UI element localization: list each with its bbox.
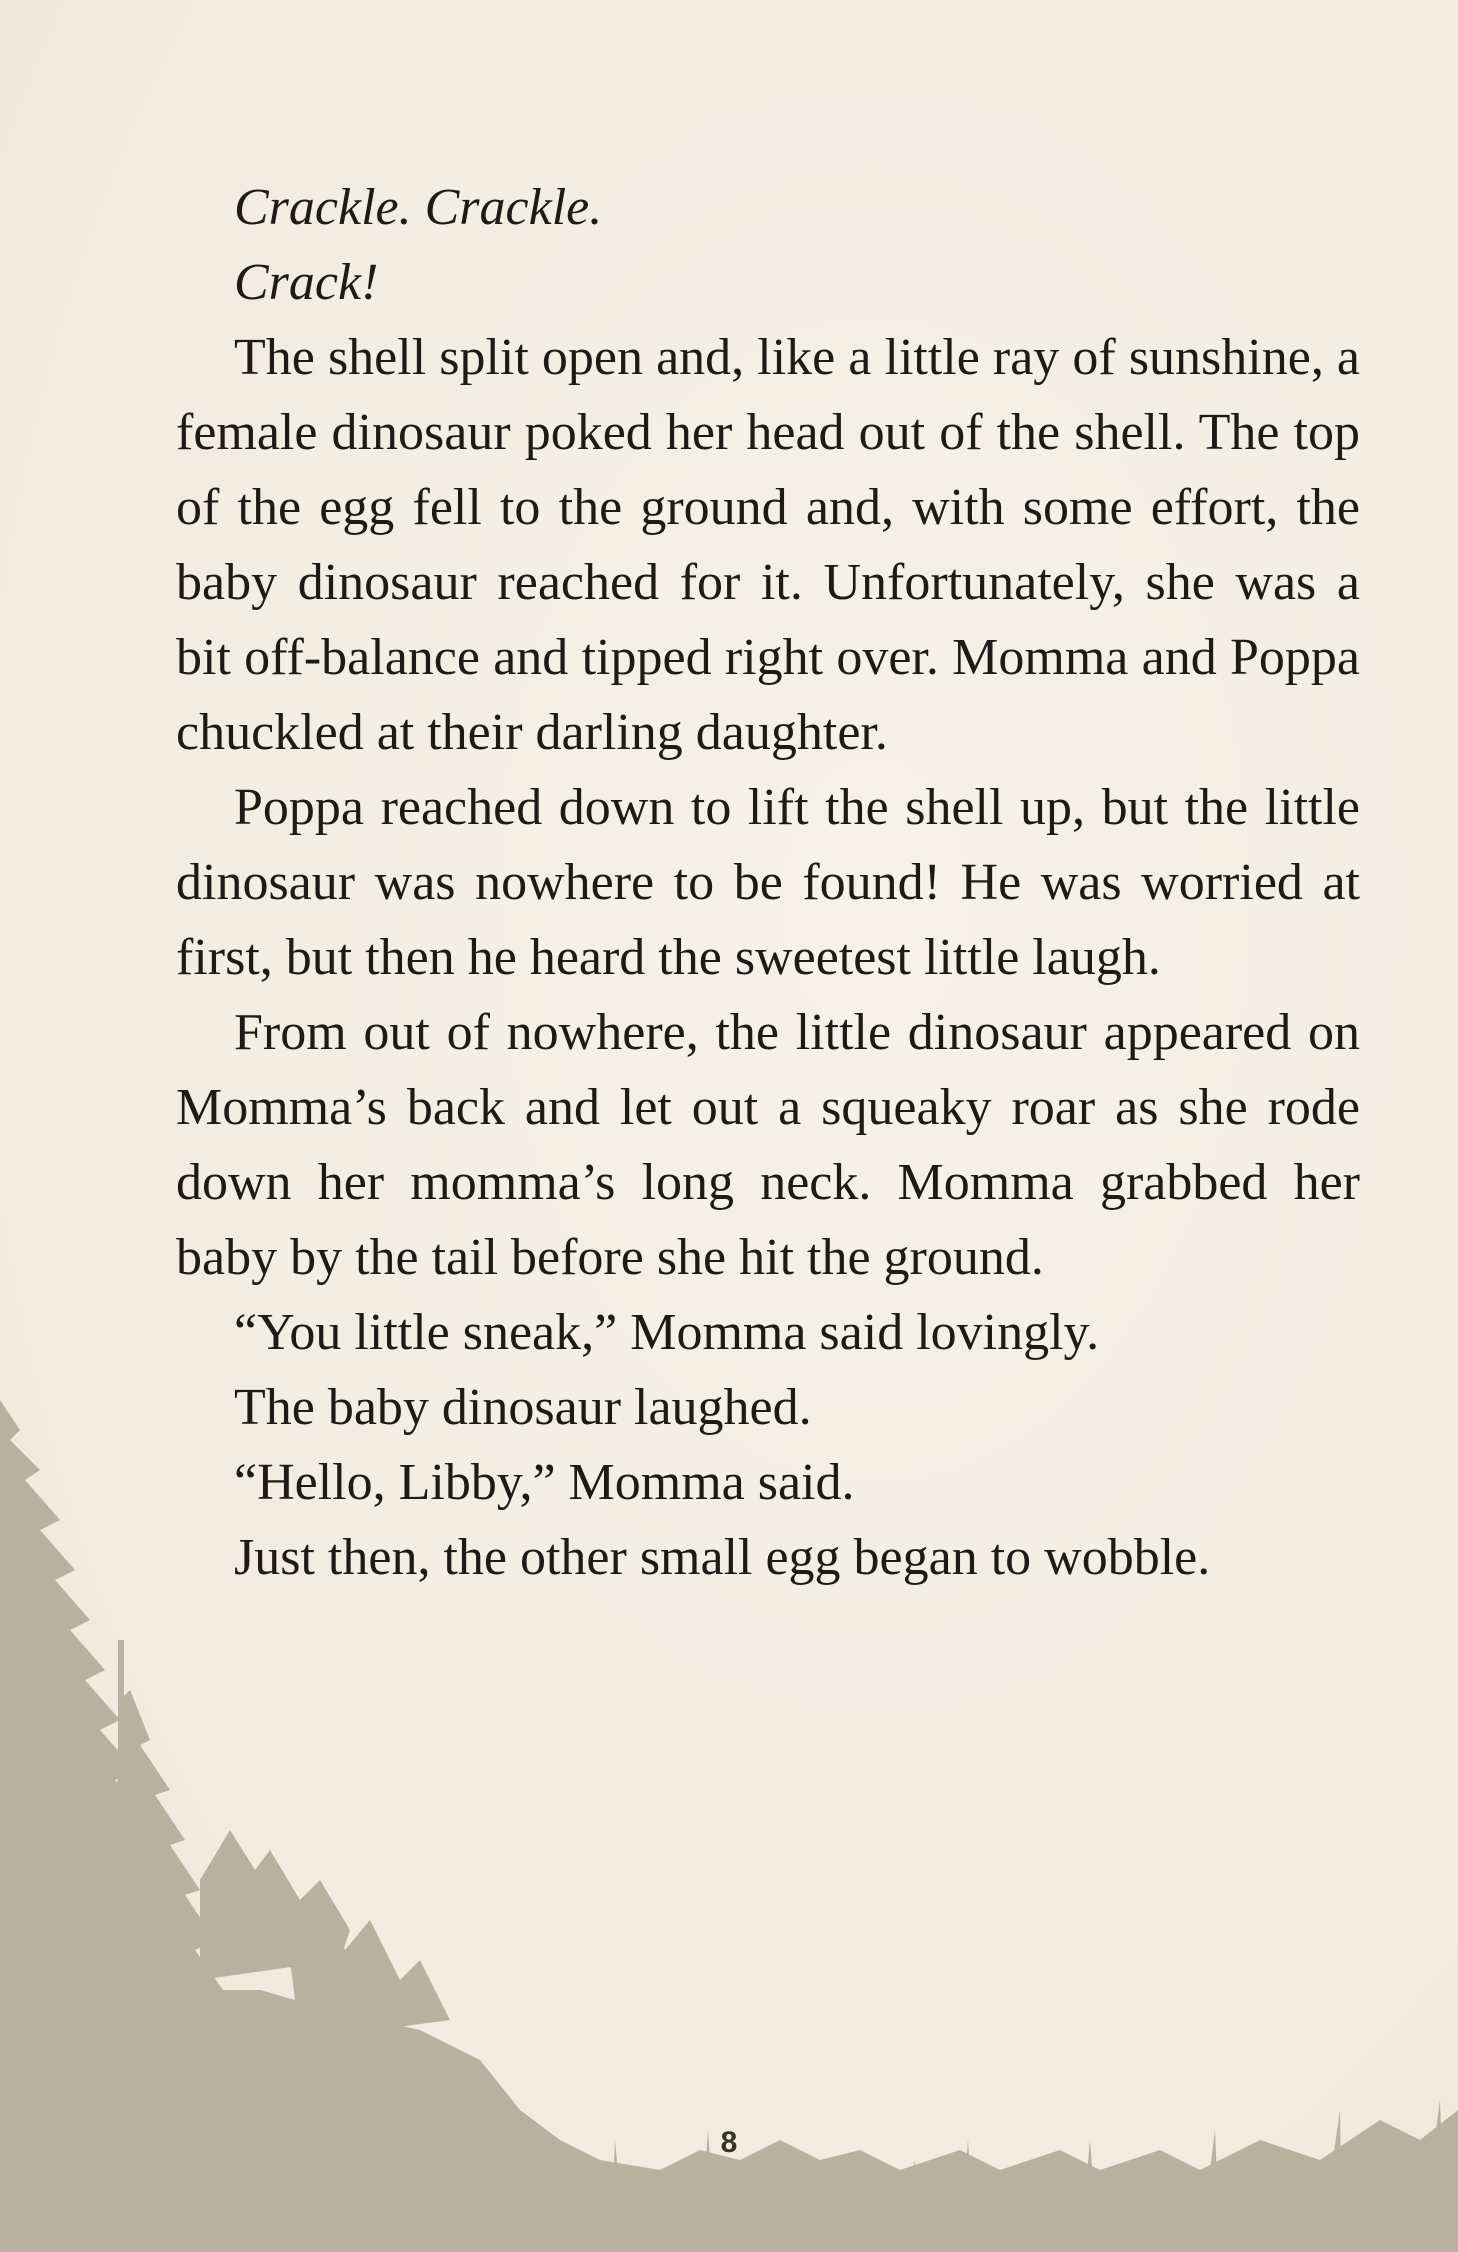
paragraph: From out of nowhere, the little dinosaur appeared on Momma’s back and let out a squeaky roar as she rode down her momma’s long neck. Momma grabbed her baby by the tail before she hit the ground. <box>176 1004 1360 1286</box>
paragraph: “You little sneak,” Momma said lovingly. <box>234 1304 1100 1361</box>
paragraph: Poppa reached down to lift the shell up, but the little dinosaur was nowhere to be found! He was worried at first, but then he heard the sweetest little laugh. <box>176 779 1360 986</box>
paragraph: Crackle. Crackle. <box>234 179 603 236</box>
paragraph: Crack! <box>234 254 379 311</box>
paragraph: The baby dinosaur laughed. <box>234 1379 812 1436</box>
page-number: 8 <box>720 2126 738 2159</box>
paragraph: “Hello, Libby,” Momma said. <box>234 1454 855 1511</box>
paragraph: Just then, the other small egg began to wobble. <box>234 1529 1211 1586</box>
paragraph: The shell split open and, like a little ray of sunshine, a female dinosaur poked her head out of the shell. The top of the egg fell to the ground and, with some effort, the baby dinosaur reached for it. Unfortunately, she was a bit off-balance and tipped right over. Momma and Poppa chuckled at their darling daughter. <box>176 329 1360 761</box>
story-text <box>176 170 1360 1595</box>
